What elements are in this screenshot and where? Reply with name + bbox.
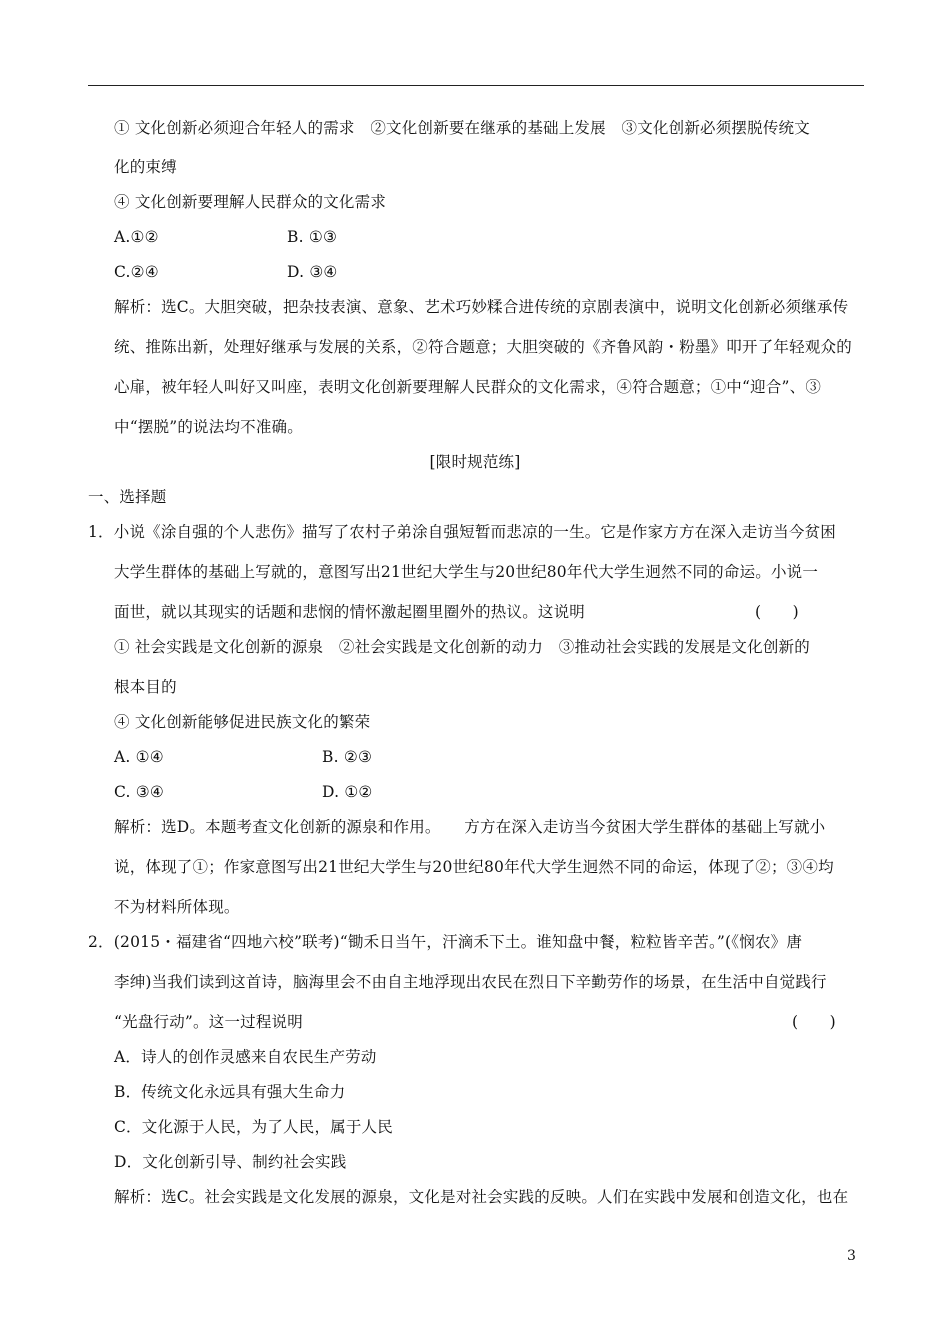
explanation-line: 心扉，被年轻人叫好又叫座，表明文化创新要理解人民群众的文化需求，④符合题意；①中“迎合”、③ xyxy=(114,378,822,396)
answer-b: B. ①③ xyxy=(287,228,338,246)
q1-answer-c: C. ③④ xyxy=(114,783,164,801)
options-line: ① 文化创新必须迎合年轻人的需求 ②文化创新要在继承的基础上发展 ③文化创新必须摆脱传统文 xyxy=(114,119,810,137)
answer-a: A.①② xyxy=(114,228,159,246)
q1-answer-paren: ( ) xyxy=(755,603,799,621)
q1-options: ① 社会实践是文化创新的源泉 ②社会实践是文化创新的动力 ③推动社会实践的发展是文化创新的 xyxy=(114,638,810,656)
q1-options-cont: 根本目的 xyxy=(114,678,177,696)
explanation-line: 中“摆脱”的说法均不准确。 xyxy=(114,418,303,436)
q2-stem: 李绅)当我们读到这首诗，脑海里会不由自主地浮现出农民在烈日下辛勤劳作的场景，在生活中自觉践行 xyxy=(114,973,827,991)
q2-stem: “光盘行动”。这一过程说明 xyxy=(114,1013,303,1031)
part-label: 一、选择题 xyxy=(88,488,167,506)
q1-explanation: 解析：选D。本题考查文化创新的源泉和作用。 方方在深入走访当今贫困大学生群体的基础上写就小 xyxy=(114,818,826,836)
q1-answer-d: D. ①② xyxy=(322,783,373,801)
q2-option-c: C．文化源于人民，为了人民，属于人民 xyxy=(114,1118,393,1136)
answer-d: D. ③④ xyxy=(287,263,338,281)
q2-answer-paren: ( ) xyxy=(792,1013,836,1031)
q1-option-4: ④ 文化创新能够促进民族文化的繁荣 xyxy=(114,713,371,731)
explanation-line: 统、推陈出新，处理好继承与发展的关系，②符合题意；大胆突破的《齐鲁风韵・粉墨》叩开了年轻观众的 xyxy=(114,338,852,356)
q1-answer-b: B. ②③ xyxy=(322,748,373,766)
section-title: [限时规范练] xyxy=(429,453,521,471)
q2-option-b: B．传统文化永远具有强大生命力 xyxy=(114,1083,346,1101)
option-4: ④ 文化创新要理解人民群众的文化需求 xyxy=(114,193,387,211)
q1-stem: 大学生群体的基础上写就的，意图写出21世纪大学生与20世纪80年代大学生迥然不同的命运。小说一 xyxy=(114,563,819,581)
q1-answer-a: A. ①④ xyxy=(114,748,164,766)
page-number: 3 xyxy=(847,1248,856,1264)
explanation-line: 解析：选C。大胆突破，把杂技表演、意象、艺术巧妙糅合进传统的京剧表演中，说明文化创新必须继承传 xyxy=(114,298,849,316)
q1-explanation: 不为材料所体现。 xyxy=(114,898,240,916)
q2-explanation: 解析：选C。社会实践是文化发展的源泉，文化是对社会实践的反映。人们在实践中发展和创造文化，也在 xyxy=(114,1188,849,1206)
q1-stem: 1．小说《涂自强的个人悲伤》描写了农村子弟涂自强短暂而悲凉的一生。它是作家方方在深入走访当今贫困 xyxy=(88,523,836,541)
q1-explanation: 说，体现了①；作家意图写出21世纪大学生与20世纪80年代大学生迥然不同的命运，体现了②；③④均 xyxy=(114,858,834,876)
options-line-cont: 化的束缚 xyxy=(114,158,177,176)
answer-c: C.②④ xyxy=(114,263,159,281)
q1-stem: 面世，就以其现实的话题和悲悯的情怀激起圈里圈外的热议。这说明 xyxy=(114,603,586,621)
q2-option-d: D．文化创新引导、制约社会实践 xyxy=(114,1153,347,1171)
q2-option-a: A．诗人的创作灵感来自农民生产劳动 xyxy=(114,1048,377,1066)
header-rule xyxy=(88,85,864,86)
q2-stem: 2．(2015・福建省“四地六校”联考)“锄禾日当午，汗滴禾下土。谁知盘中餐，粒粒皆辛苦。”(《悯农》唐 xyxy=(88,933,803,951)
